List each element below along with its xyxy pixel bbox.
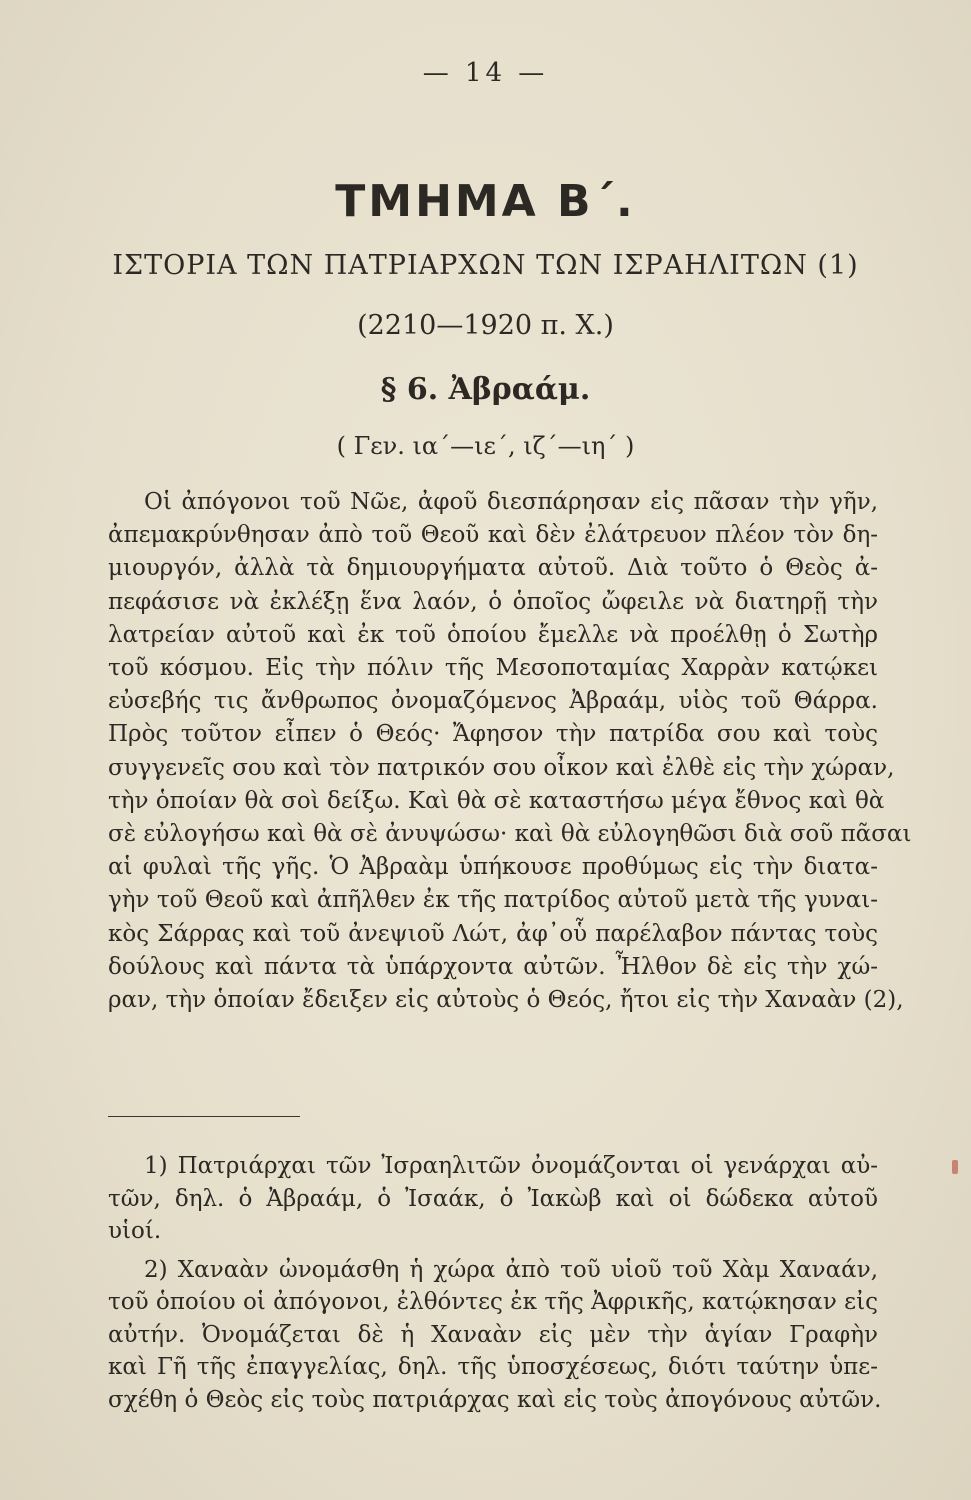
body-line: συγγενεῖς σου καὶ τὸν πατρικόν σου οἶκον καὶ ἐλθὲ εἰς τὴν χώραν, [108,754,895,781]
body-line: ἀπεμακρύνθησαν ἀπὸ τοῦ Θεοῦ καὶ δὲν ἐλάτρευον πλέον τὸν δη- [108,522,878,549]
body-line: γὴν τοῦ Θεοῦ καὶ ἀπῆλθεν ἐκ τῆς πατρίδος αὐτοῦ μετὰ τῆς γυναι- [108,887,878,914]
footnote-line: τῶν, δηλ. ὁ Ἀβραάμ, ὁ Ἰσαάκ, ὁ Ἰακὼβ καὶ οἱ δώδεκα αὐτοῦ [108,1185,878,1212]
body-line: τὴν ὁποίαν θὰ σοὶ δείξω. Καὶ θὰ σὲ καταστήσω μέγα ἔθνος καὶ θὰ [108,787,885,814]
body-line: Οἱ ἀπόγονοι τοῦ Νῶε, ἀφοῦ διεσπάρησαν εἰς πᾶσαν τὴν γῆν, [144,489,878,515]
body-line: σὲ εὐλογήσω καὶ θὰ σὲ ἀνυψώσω· καὶ θὰ εὐλογηθῶσι διὰ σοῦ πᾶσαι [108,821,912,848]
footnote-line: αὐτήν. Ὀνομάζεται δὲ ἡ Χαναὰν εἰς μὲν τὴν ἁγίαν Γραφὴν [108,1321,878,1348]
body-line: αἱ φυλαὶ τῆς γῆς. Ὁ Ἀβραὰμ ὑπήκουσε προθύμως εἰς τὴν διατα- [108,854,878,881]
body-text [108,486,912,1017]
footnotes [108,1150,882,1416]
body-line: ραν, τὴν ὁποίαν ἔδειξεν εἰς αὐτοὺς ὁ Θεός, ἤτοι εἰς τὴν Χαναὰν (2), [108,987,904,1014]
body-line: κὸς Σάρρας καὶ τοῦ ἀνεψιοῦ Λώτ, ἀφ᾽οὗ παρέλαβον πάντας τοὺς [108,920,878,947]
body-line: εὐσεβής τις ἄνθρωπος ὀνομαζόμενος Ἀβραάμ, υἱὸς τοῦ Θάρρα. [108,688,878,715]
footnote-line: 1) Πατριάρχαι τῶν Ἰσραηλιτῶν ὀνομάζονται οἱ γενάρχαι αὐ- [144,1153,878,1179]
footnote-divider [108,1116,300,1117]
scripture-reference: ( Γεν. ια΄—ιε΄, ιζ΄—ιη΄ ) [336,432,635,460]
footnote-line: καὶ Γῆ τῆς ἐπαγγελίας, δηλ. τῆς ὑποσχέσεως, διότι ταύτην ὑπε- [108,1354,878,1380]
body-line: Πρὸς τοῦτον εἶπεν ὁ Θεός· Ἄφησον τὴν πατρίδα σου καὶ τοὺς [108,721,878,748]
footnote-line: σχέθη ὁ Θεὸς εἰς τοὺς πατριάρχας καὶ εἰς τοὺς ἀπογόνους αὐτῶν. [108,1386,882,1413]
paragraph-heading: § 6. Ἀβραάμ. [380,372,591,407]
chapter-subtitle: ΙΣΤΟΡΙΑ ΤΩΝ ΠΑΤΡΙΑΡΧΩΝ ΤΩΝ ΙΣΡΑΗΛΙΤΩΝ (1) [112,250,859,281]
section-title: ΤΜΗΜΑ Β΄. [335,176,636,227]
footnote-line: 2) Χαναὰν ὠνομάσθη ἡ χώρα ἀπὸ τοῦ υἱοῦ τοῦ Χὰμ Χαναάν, [144,1256,878,1283]
footnote-line: υἱοί. [108,1218,162,1244]
body-line: λατρείαν αὐτοῦ καὶ ἐκ τοῦ ὁποίου ἔμελλε νὰ προέλθῃ ὁ Σωτὴρ [108,621,878,648]
page-number: — 14 — [422,58,549,88]
date-range: (2210—1920 π. Χ.) [357,310,614,341]
body-line: πεφάσισε νὰ ἐκλέξῃ ἕνα λαόν, ὁ ὁποῖος ὤφειλε νὰ διατηρῇ τὴν [108,588,878,615]
body-line: τοῦ κόσμου. Εἰς τὴν πόλιν τῆς Μεσοποταμίας Χαρρὰν κατῴκει [108,655,878,682]
ink-smudge [952,1160,958,1174]
footnote-line: τοῦ ὁποίου οἱ ἀπόγονοι, ἐλθόντες ἐκ τῆς Ἀφρικῆς, κατῴκησαν εἰς [108,1289,878,1315]
body-line: δούλους καὶ πάντα τὰ ὑπάρχοντα αὐτῶν. Ἦλθον δὲ εἰς τὴν χώ- [108,953,878,980]
body-line: μιουργόν, ἀλλὰ τὰ δημιουργήματα αὐτοῦ. Διὰ τοῦτο ὁ Θεὸς ἀ- [108,555,878,582]
